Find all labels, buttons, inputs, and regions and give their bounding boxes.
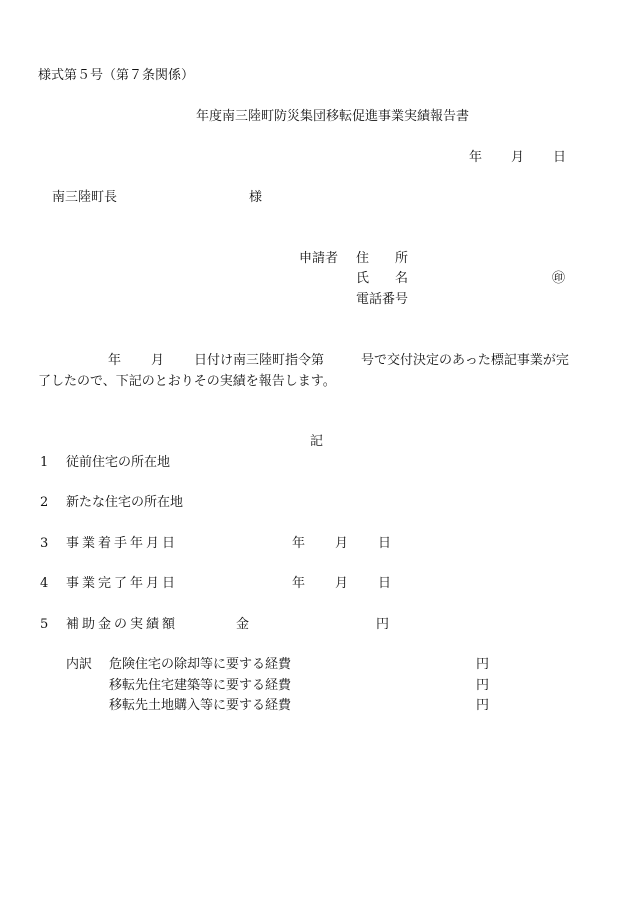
item-label: 事業完了年月日 <box>66 576 179 591</box>
item-number: 2 <box>40 495 49 510</box>
body-year: 年 <box>108 353 122 368</box>
breakdown-row-text: 移転先住宅建築等に要する経費 <box>109 678 292 693</box>
addressee-name: 南三陸町長 <box>52 190 118 205</box>
breakdown-label: 内訳 <box>66 657 93 672</box>
item-year: 年 <box>292 536 306 551</box>
body-line2: 了したので、下記のとおりその実績を報告します。 <box>38 374 336 389</box>
breakdown-row-yen: 円 <box>476 657 490 672</box>
form-number: 様式第５号（第７条関係） <box>38 68 195 83</box>
applicant-address-label: 住 所 <box>356 251 409 266</box>
item-kin: 金 <box>236 617 250 632</box>
item-number: 5 <box>40 617 49 632</box>
item-day: 日 <box>378 536 392 551</box>
addressee-honorific: 様 <box>249 190 263 205</box>
item-label: 補助金の実績額 <box>66 617 179 632</box>
body-day-text: 日付け南三陸町指令第 <box>194 353 325 368</box>
item-day: 日 <box>378 576 392 591</box>
ki-heading: 記 <box>310 434 324 449</box>
applicant-label: 申請者 <box>299 251 339 266</box>
document-title: 年度南三陸町防災集団移転促進事業実績報告書 <box>196 109 470 124</box>
applicant-name-label: 氏 名 <box>356 271 409 286</box>
item-yen: 円 <box>376 617 390 632</box>
date-year: 年 <box>469 150 483 165</box>
item-number: 1 <box>40 455 49 470</box>
breakdown-row-yen: 円 <box>476 678 490 693</box>
breakdown-row-yen: 円 <box>476 698 490 713</box>
item-number: 3 <box>40 536 49 551</box>
body-rest-line1: 号で交付決定のあった標記事業が完 <box>361 353 569 368</box>
body-month: 月 <box>151 353 165 368</box>
item-month: 月 <box>335 576 349 591</box>
item-year: 年 <box>292 576 306 591</box>
date-day: 日 <box>553 150 567 165</box>
item-month: 月 <box>335 536 349 551</box>
breakdown-row-text: 危険住宅の除却等に要する経費 <box>109 657 292 672</box>
item-number: 4 <box>40 576 49 591</box>
item-label: 従前住宅の所在地 <box>66 455 171 470</box>
date-month: 月 <box>511 150 525 165</box>
item-label: 新たな住宅の所在地 <box>66 495 184 510</box>
breakdown-row-text: 移転先土地購入等に要する経費 <box>109 698 292 713</box>
seal-mark: ㊞ <box>552 271 566 286</box>
item-label: 事業着手年月日 <box>66 536 179 551</box>
applicant-phone-label: 電話番号 <box>356 292 409 307</box>
